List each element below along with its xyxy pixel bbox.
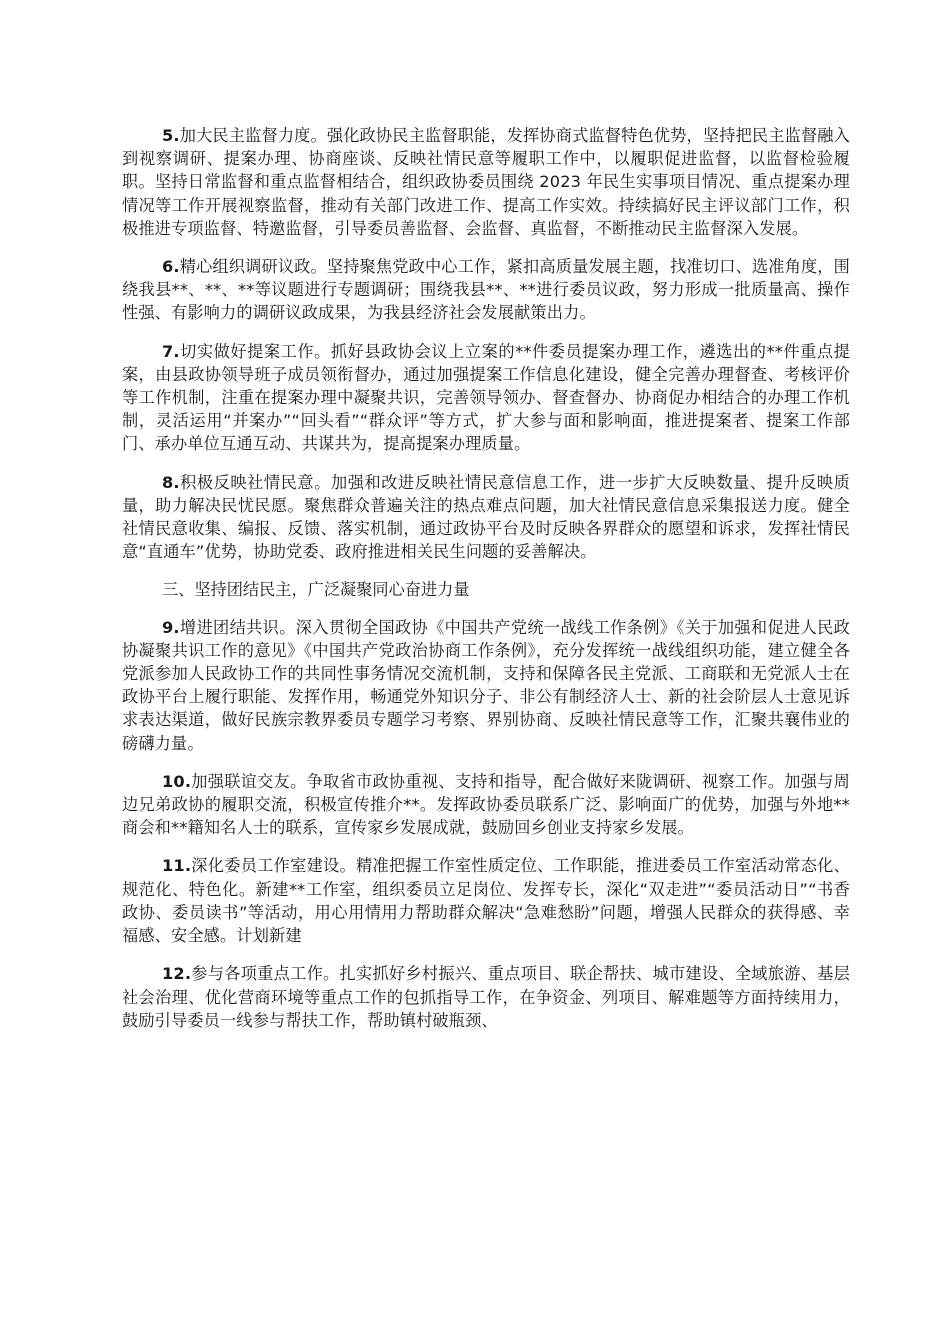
paragraph-text: 加强联谊交友。争取省市政协重视、支持和指导，配合做好来陇调研、视察工作。加强与周边兄弟政协的履职交流，积极宣传推介**。发挥政协委员联系广泛、影响面广的优势，加强与外地**商会和**籍知名人士的联系，宣传家乡发展成就，鼓励回乡创业支持家乡发展。	[122, 771, 850, 838]
paragraph-number: 10.	[162, 771, 192, 791]
paragraph-number: 12.	[162, 964, 192, 984]
paragraph-number: 6.	[162, 257, 180, 277]
paragraph-number: 8.	[162, 472, 180, 492]
paragraph-text: 增进团结共识。深入贯彻全国政协《中国共产党统一战线工作条例》《关于加强和促进人民政协凝聚共识工作的意见》《中国共产党政治协商工作条例》，充分发挥统一战线组织功能，建立健全各党派参加人民政协工作的共同性事务情况交流机制，支持和保障各民主党派、工商联和无党派人士在政协平台上履行职能、发挥作用，畅通党外知识分子、非公有制经济人士、新的社会阶层人士意见诉求表达渠道，做好民族宗教界委员专题学习考察、界别协商、反映社情民意等工作，汇聚共襄伟业的磅礴力量。	[122, 617, 850, 753]
paragraph-9	[122, 616, 850, 755]
paragraph-number: 5.	[162, 126, 180, 145]
paragraph-text: 精心组织调研议政。坚持聚焦党政中心工作，紧扣高质量发展主题，找准切口、选准角度，围绕我县**、**、**等议题进行专题调研；围绕我县**、**进行委员议政，努力形成一批质量高、操作性强、有影响力的调研议政成果，为我县经济社会发展献策出力。	[122, 257, 850, 323]
paragraph-text: 加大民主监督力度。强化政协民主监督职能，发挥协商式监督特色优势，坚持把民主监督融入到视察调研、提案办理、协商座谈、反映社情民意等履职工作中，以履职促进监督，以监督检验履职。坚持日常监督和重点监督相结合，组织政协委员围绕 2023 年民生实事项目情况、重点提案办理情况等工作开展视察监督，推动有关部门改进工作、提高工作实效。持续搞好民主评议部门工作，积极推进专项监督、特邀监督，引导委员善监督、会监督、真监督，不断推动民主监督深入发展。	[122, 126, 850, 238]
paragraph-text: 切实做好提案工作。抓好县政协会议上立案的**件委员提案办理工作，遴选出的**件重点提案，由县政协领导班子成员领衔督办，通过加强提案工作信息化建设，健全完善办理督查、考核评价等工作机制，注重在提案办理中凝聚共识，完善领导领办、督查督办、协商促办相结合的办理工作机制，灵活运用“并案办”“回头看”“群众评”等方式，扩大参与面和影响面，推进提案者、提案工作部门、承办单位互通互动、共谋共为，提高提案办理质量。	[122, 341, 850, 454]
paragraph-text: 参与各项重点工作。扎实抓好乡村振兴、重点项目、联企帮扶、城市建设、全域旅游、基层社会治理、优化营商环境等重点工作的包抓指导工作，在争资金、列项目、解难题等方面持续用力，鼓励引导委员一线参与帮扶工作，帮助镇村破瓶颈、	[122, 964, 850, 1030]
paragraph-7	[122, 340, 850, 456]
paragraph-10	[122, 770, 850, 840]
paragraph-number: 9.	[162, 617, 180, 637]
document-page	[122, 124, 850, 1047]
paragraph-6	[122, 255, 850, 325]
paragraph-text: 深化委员工作室建设。精准把握工作室性质定位、工作职能，推进委员工作室活动常态化、规范化、特色化。新建**工作室，组织委员立足岗位、发挥专长，深化“双走进”“委员活动日”“书香政协、委员读书”等活动，用心用情用力帮助群众解决“急难愁盼”问题，增强人民群众的获得感、幸福感、安全感。计划新建	[122, 856, 850, 946]
section-heading: 三、坚持团结民主，广泛凝聚同心奋进力量	[162, 580, 470, 600]
paragraph-5	[122, 124, 850, 240]
paragraph-11	[122, 854, 850, 947]
paragraph-text: 积极反映社情民意。加强和改进反映社情民意信息工作，进一步扩大反映数量、提升反映质量，助力解决民忧民愿。聚焦群众普遍关注的热点难点问题，加大社情民意信息采集报送力度。健全社情民意收集、编报、反馈、落实机制，通过政协平台及时反映各界群众的愿望和诉求，发挥社情民意“直通车”优势，协助党委、政府推进相关民生问题的妥善解决。	[122, 472, 850, 562]
paragraph-number: 11.	[162, 856, 192, 876]
paragraph-12	[122, 962, 850, 1032]
paragraph-8	[122, 471, 850, 564]
paragraph-number: 7.	[162, 341, 180, 361]
